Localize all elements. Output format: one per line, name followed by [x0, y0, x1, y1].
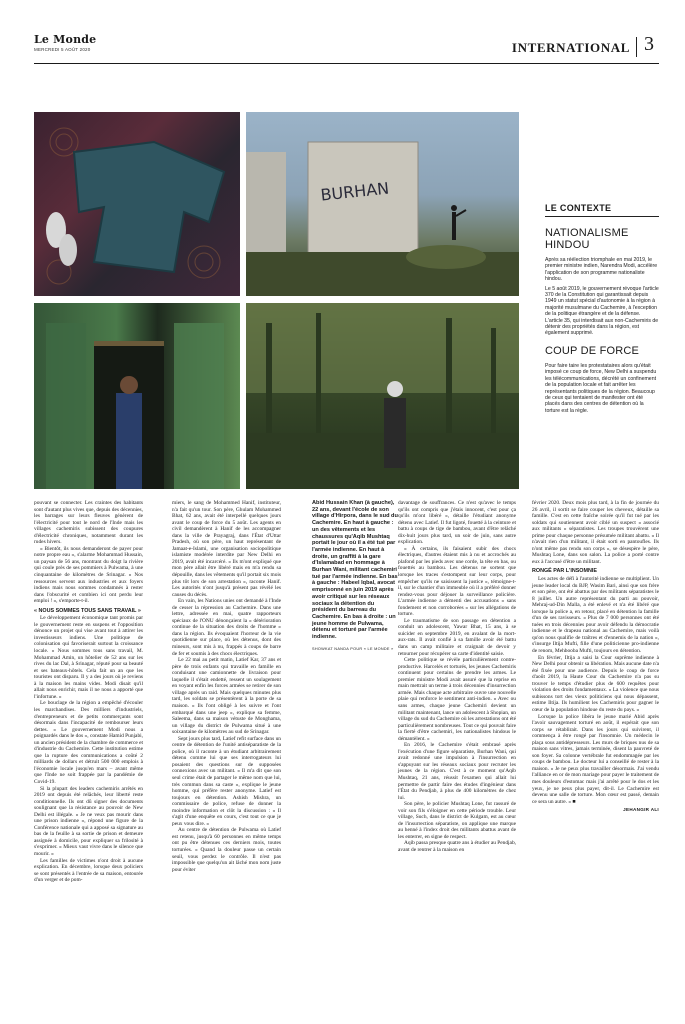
paragraph: « Bientôt, ils nous demanderont de payer pour notre propre eau », s'alarme Mohammad Hussain, un paysan de 56 ans, montrant du doigt la rivière qui coule près de ses pommiers à Pulwama, à une cinquantaine de kilomètres de Srinagar. « Nos ressources servent aux industries et aux foyers indiens mais nous sommes condamnés à rester dans l'obscurité et combien ici ont perdu leur emploi ! », s'emporte-t-il.	[34, 545, 143, 605]
author-byline: JEHANGIR ALI	[623, 807, 659, 813]
article-column-4	[532, 500, 659, 814]
paragraph: février 2020. Deux mois plus tard, à la fin de journée du 26 avril, il sortit se faire couper les cheveux, détaille sa famille. C'est en cette fraîche soirée qu'il fut tué par les soldats qui soutiennent avoir ciblé un suspect « associé aux militants » séparatistes. Les troupes trouvèrent une prime pour chaque personne présumée militant abattu. « Il n'avait rien d'un militant, il était sorti en pantoufles. Ils n'ont même pas rendu son corps », se désespère le père, Mushtaq Lone, dans son salon. La police a porté contre eux à l'accusé d'être un militant.	[532, 500, 659, 565]
paragraph: Le développement économique tant promis par le gouvernement reste en suspens et l'opposition dénonce un projet qui vise avant tout à attirer les investisseurs indiens. Une politique de colonisation qui favoriserait surtout la croissance locale. « Nous sommes tous sans travail, M. Mohammad Amin, un hôtelier de 52 ans sur les rives du lac Dal, à Srinagar, réputé pour sa beauté et ses bateaux-hôtels. Cela fait un an que les touristes ont disparu. Il y a des jours où je reviens à la maison les mains vides. Modi disait qu'il allait nous enrichir, mais il ne nous a apporté que l'infortune. »	[34, 615, 143, 700]
article-column-2	[172, 500, 281, 873]
photo-man-in-doorway	[34, 303, 240, 489]
paragraph: miers, le sang de Mohammed Hanif, instituteur, n'a fait qu'un tour. Son père, Ghulam Mohammed Bhat, 62 ans, avait été interpellé quelques jours avant le coup de force du 5 août. Les agents en civil demandèrent à Hanif de les accompagner dans la ville de Prayagraj, dans l'État d'Uttar Pradesh, où son père, un haut représentant de Jamaat-e-Islami, une organisation sociopolitique islamiste modérée interdite par New Delhi en 2019, avait été incarcéré. « Ils m'ont expliqué que mon père allait être libéré mais en m'a rendu sa dépouille, dans les vêtements qu'il portait six mois plus tôt lors de son arrestation », raconte Hanif. Les autorités n'ont jusqu'à présent pas révélé les causes du décès.	[172, 500, 281, 598]
sidebar-paragraph: Après sa réélection triomphale en mai 2019, le premier ministre indien, Narendra Modi, accélère l'application de son programme nationaliste hindou.	[545, 257, 658, 283]
sidebar-block-title: NATIONALISME HINDOU	[545, 227, 629, 251]
sidebar-paragraph: Pour faire taire les protestataires alors qu'était imposé ce coup de force, New Delhi a suspendu les télécommunications, décrété un confinement de la population locale et fait arrêter les représentants politiques de la région. Beaucoup de ceux qui tentaient de manifester ont été placés dans des centres de détention où la torture est la règle.	[545, 362, 657, 414]
paragraph: Au centre de détention de Pulwama où Latief est retenu, jusqu'à 60 personnes en même temps ont pu être détenues ces derniers mois, toutes torturées. « Quand la douleur passe un certain seuil, vous perdez le contrôle. Il n'est pas impossible que quelqu'un ait lâché mon nom juste pour éviter	[172, 827, 281, 873]
paragraph: Aqib passa presque quatre ans à étudier au Pendjab, avant de rentrer à la maison en	[398, 840, 516, 853]
sidebar-paragraph: Le 5 août 2019, le gouvernement révoque l'article 370 de la Constitution qui garantissait depuis 1949 un statut spécial d'autonomie à la région à majorité musulmane du Cachemire, à l'exception de la politique étrangère et de la défense. L'article 35, qui interdisait aux non-Cachemiris de détenir des propriétés dans la région, est également supprimé.	[545, 285, 659, 337]
paragraph: Les familles de victimes n'ont droit à aucune explication. En décembre, lorsque deux policiers se sont présentés à l'entrée de sa maison, entourée d'un verger et de pom-	[34, 857, 143, 884]
masthead	[34, 33, 654, 65]
header-rule	[34, 63, 659, 64]
paragraph: En 2016, le Cachemire s'était embrasé après l'exécution d'une figure séparatiste, Burhan Wani, qui avait redonné une impulsion à l'insurrection en s'appuyant sur les réseaux sociaux pour recruter les jeunes de la région. C'est à ce moment qu'Aqib Mushtaq, 21 ans, réussit l'examen qui allait lui permettre de partir faire des études d'ingénieur dans l'État du Pendjab, à plus de 400 kilomètres de chez lui.	[398, 742, 516, 801]
context-sidebar	[545, 203, 659, 417]
sidebar-block-title: COUP DE FORCE	[545, 344, 640, 357]
paragraph: Les actes de défi à l'autorité indienne se multiplient. Un jeune leader local du BJP, Wasim Bari, ainsi que son frère et son père, ont été abattus par des militants séparatistes le 8 juillet. Un autre représentant du parti au pouvoir, Mehraj-ud-Din Malla, a été enlevé et n'a été libéré que lorsque la police a, en retour, placé en détention la famille d'un de ses ravisseurs. « Plus de 7 000 personnes ont été tuées en trois décennies pour avoir défendu la démocratie indienne et le drapeau national au Cachemire, mais voilà qu'on nous qualifie de traîtres et d'ennemis de la nation », s'insurge Iltija Mufti, fille d'une politicienne pro-indienne de renom, Mehbooba Mufti, toujours en détention.	[532, 576, 659, 655]
photo-clothes-on-carpet	[34, 112, 240, 296]
paragraph: pouvant se connecter. Les craintes des habitants sont d'autant plus vives que, depuis des décennies, les barrages sur leurs fleuves génèrent de l'électricité pour tout le nord de l'Inde mais les villages cachemiris subissent des coupures d'électricité chroniques, notamment durant les rudes hivers.	[34, 500, 143, 546]
photo-caption-column	[312, 500, 399, 652]
page-number: 3	[644, 33, 654, 55]
photo-graffiti-wall	[246, 112, 519, 296]
article-column-1	[34, 500, 143, 884]
sidebar-block-nationalisme	[545, 227, 659, 337]
paragraph: En février, Iltija a saisi la Cour suprême indienne à New Delhi pour obtenir sa libération. Mais aucune date n'a été fixée pour une audience. Depuis le coup de force d'août 2019, la Haute Cour du Cachemire n'a pas su trouver le temps d'étudier plus de 600 requêtes pour violation des droits fondamentaux. « La violence que nous subissons tort des vieux politiciens qui nous dépassent, estime Iltija. Ils humilient les Cachemiris pour gagner le cœur de la population hindoue du reste du pays. »	[532, 654, 660, 713]
paragraph: Le bouclage de la région a empêché d'écouler les marchandises. Des milliers d'industriels, d'entrepreneurs et de petits commerçants sont désormais dans l'incapacité de rembourser leurs dettes. « Le gouvernement Modi nous a poignardés dans le dos », constate Hamid Punjabi, un ancien président de la chambre de commerce et d'industrie du Cachemire. Cette institution estime que la rupture des communications a coûté 2 milliards de dollars et détruit 500 000 emplois à l'économie locale jusqu'en mars – avant même que l'Inde ne soit frappée par la pandémie de Covid-19.	[34, 700, 143, 785]
sidebar-block-coup-de-force	[545, 345, 659, 414]
paragraph: Le traumatisme de son passage en détention a conduit un adolescent, Yawar Bhat, 15 ans, à se suicider en septembre 2019, en avalant de la mort-aux-rats. Il avait confié à sa famille avoir été battu dans un camp militaire et craignait de devoir y retourner pour récupérer sa carte d'identité saisie.	[398, 617, 516, 657]
subheading: « NOUS SOMMES TOUS SANS TRAVAIL »	[34, 607, 141, 614]
paragraph: davantage de souffrances. Ce n'est qu'avec le temps qu'ils ont compris que j'étais innocent, c'est pour ça qu'ils m'ont libéré », détaille l'étudiant anonyme détenu avec Latief. Il fut ligoté, fouetté à la ceinture et battu à coups de tige de bambou, avant d'être relâché dix-huit jours plus tard, un soir de juin, sans autre explication.	[398, 500, 516, 546]
subheading: RONGÉ PAR L'INSOMNIE	[532, 568, 597, 575]
paragraph: En vain, les Nations unies ont demandé à l'Inde de cesser la répression au Cachemire. Dans une lettre, adressée en mai, quatre rapporteurs spéciaux de l'ONU dénonçaient la « détérioration continue de la situation des droits de l'homme » dans la région. Ils évoquaient l'horreur de la vie quotidienne sur place, où les détenus, dont des mineurs, sont mis à nu, frappés à coups de barre de fer et soumis à des chocs électriques.	[172, 598, 281, 657]
photo-credit: SHOWKAT NANDA POUR « LE MONDE »	[312, 646, 394, 651]
svg-text:BURHAN: BURHAN	[319, 178, 390, 205]
photo-young-man-in-field	[246, 303, 519, 489]
sidebar-heading: LE CONTEXTE	[545, 203, 659, 217]
photo-caption: Abid Hussain Khan (à gauche), 22 ans, devant l'école de son village d'Hirpora, dans le sud du Cachemire. En haut à gauche : un des vêtements et les chaussures qu'Aqib Mushtaq portait le jour où il a été tué par l'armée indienne. En haut à droite, un graffiti à la gare d'Islamabad en hommage à Burhan Wani, militant cachemiri tué par l'armée indienne. En bas à gauche : Habeel Iqbal, avocat emprisonné en juin 2019 après avoir critiqué sur les réseaux sociaux la détention du président du barreau du Cachemire. En bas à droite : un jeune homme de Pulwama, détenu et torturé par l'armée indienne.	[312, 500, 398, 641]
paragraph: Cette politique se révèle particulièrement contre-productive. Harcelés et torturés, les jeunes Cachemiris continuent pour certains de prendre les armes. Le premier ministre Modi avait assuré que la reprise en main mettrait un terme à trois décennies d'insurrection armée. Mais chaque acte arbitraire ouvre une nouvelle plaie qui renforce le sentiment anti-indien. « Avec ou sans armes, chaque jeune Cachemiri devient un militant maintenant, lance un adolescent à Shopian, un village du sud du Cachemire où les arrestations ont été particulièrement nombreuses. Tout ce qui pouvait faire la fierté d'être cachemiri, les nationalistes hindous le démantèlent. »	[398, 657, 516, 742]
article-column-3	[398, 500, 516, 854]
paragraph: Lorsque la police libéra le jeune marié Abid après l'avoir sauvagement torturé en août, il espérait que son corps se rétablirait. Dans les jours qui suivirent, il commença à être rongé par l'insomnie. Un médecin le plaça sous antidépresseurs. Les murs de briques nus de sa maison sans vitres, jamais terminée, disent la pauvreté de son foyer. Sa colonne vertébrale fut endommagée par les coups de bambou. Le docteur lui a conseillé de rester à la maison. « Je ne peux plus travailler désormais. J'ai vendu l'alliance en or de mon mariage pour payer le traitement de mes douleurs d'estomac mais j'ai arrêté pour le dos et les yeux, je ne peux plus payer, dit-il. Le Cachemire est devenu une salle de torture. Mon cœur est passé, demain ce sera un autre. » ■	[532, 713, 659, 805]
paragraph: Le 22 mai au petit matin, Latief Kar, 37 ans et père de trois enfants qui travaille en famille en conduisant une camionnette de livraison pour laquelle il s'était endetté, ressent un soulagement en voyant enfin les forces armées se retirer de son village après un raid. Mais quelques minutes plus tard, les soldats se présentèrent à la porte de sa maison. « Ils l'ont obligé à les suivre et l'ont embarqué dans une jeep », explique sa femme, Saleema, dans sa maison vétuste de Monghama, un village du district de Pulwama situé à une soixantaine de kilomètres au sud de Srinagar.	[172, 657, 281, 736]
header-divider	[636, 37, 637, 57]
paragraph: Si la plupart des leaders cachemiris arrêtés en 2019 ont depuis été relâchés, leur liberté reste conditionnelle. Ils ont dû signer des documents soulignant que la résistance au pouvoir de New Delhi est illégale. « Je ne veux pas mourir dans une prison indienne », répond une figure de la Conférence nationale qui a apposé sa signature au bas de la feuille à sa sortie de prison et demeure assignée à domicile, pour expliquer sa frilosité à s'exprimer. « Mieux vaut vivre dans le silence que mourir. »	[34, 785, 143, 857]
section-title: INTERNATIONAL	[511, 40, 630, 55]
paragraph: « À certains, ils faisaient subir des chocs électriques, d'autres étaient mis à nu et accrochés au plafond par les pieds avec une corde, la tête en bas, ou fouettés au bambou. Les détenus ne sortent que lorsque les traces s'estompent sur leur corps, pour empêcher qu'ils ne saisissent la justice », témoigne-t-il, sur le chantier d'un immeuble où il a préféré donner rendez-vous pour déjouer la surveillance policière. L'armée indienne a démenti des accusations « sans fondement et non corroborées » sur les allégations de torture.	[398, 545, 516, 618]
issue-date: MERCREDI 5 AOÛT 2020	[34, 47, 91, 52]
newspaper-logo: Le Monde	[34, 33, 97, 46]
paragraph: Son père, le policier Mushtaq Lone, fut rassuré de voir son fils s'éloigner en cette période trouble. Leur village, Such, dans le district de Kulgam, est au cœur de l'insurrection séparatiste, on applique une marque au henné à l'index droit des militants abattus avant de les enterrer, en signe de respect.	[398, 801, 516, 840]
paragraph: Sept jours plus tard, Latief refit surface dans un centre de détention de l'unité antiséparatiste de la police, où il raconte à un étudiant arbitrairement détenu comme lui que ses interrogateurs lui posaient des questions sur de supposées connexions avec un militant. « Il m'a dit que son seul crime était de partager le même nom que lui, très commun dans sa caste », explique le jeune homme, qui préfère rester anonyme. Latief est toujours en détention. Ashish Mishra, un commissaire de police, refuse de donner la moindre information et clôt la discussion : « Il s'agit d'une enquête en cours, c'est tout ce que je peux vous dire. »	[172, 735, 281, 827]
